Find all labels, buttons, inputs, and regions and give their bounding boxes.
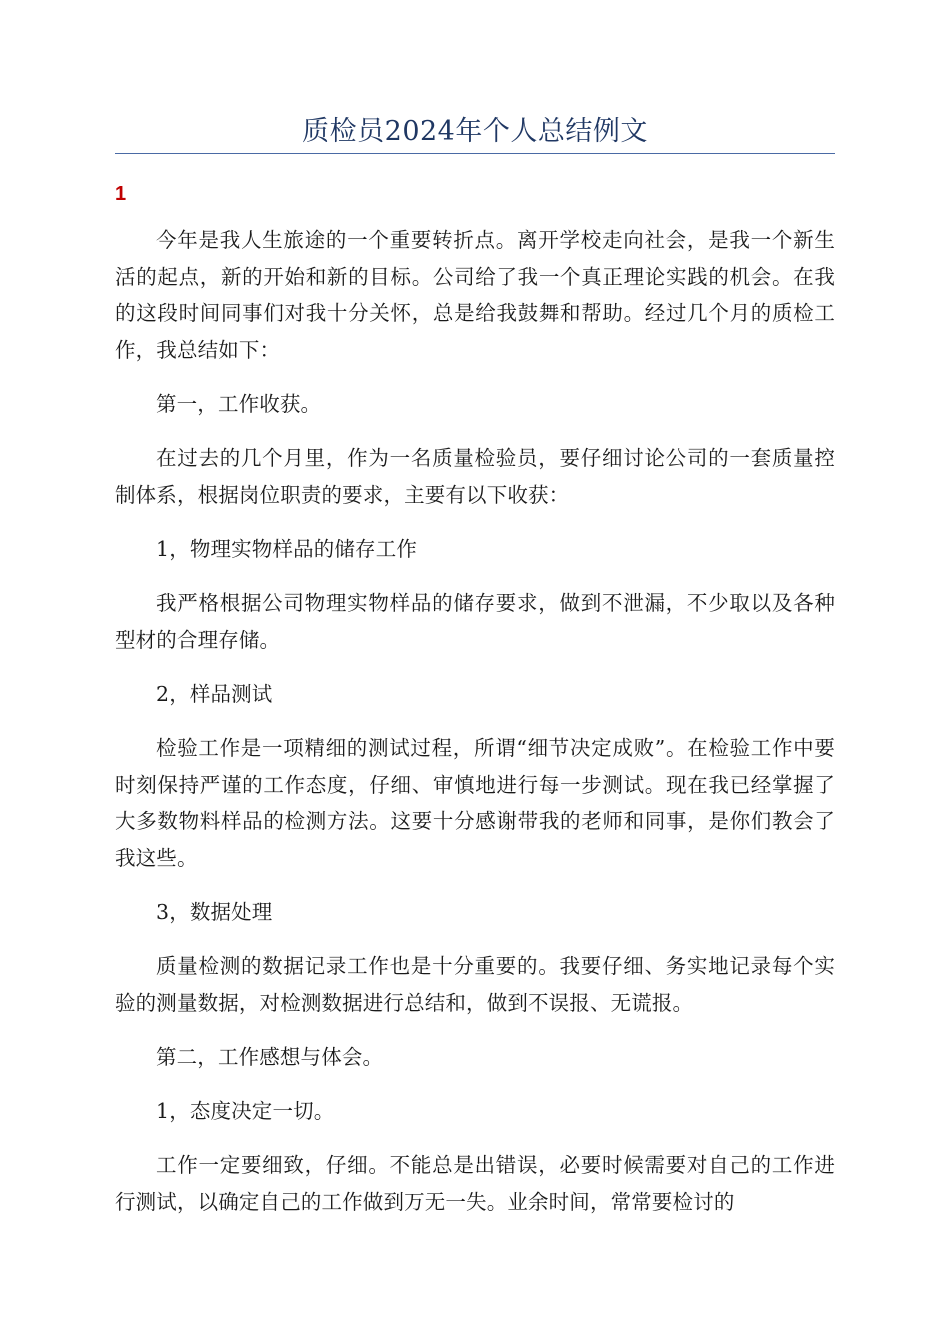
heading-work-reflections: 第二，工作感想与体会。: [156, 1045, 384, 1070]
heading-work-gains: 第一，工作收获。: [156, 391, 322, 416]
section-number: 1: [115, 183, 127, 205]
paragraph-sample-storage: 我严格根据公司物理实物样品的储存要求，做到不泄漏，不少取以及各种型材的合理存储。: [115, 591, 835, 652]
paragraph-sample-testing: 检验工作是一项精细的测试过程，所谓“细节决定成败”。在检验工作中要时刻保持严谨的工作态度，仔细、审慎地进行每一步测试。现在我已经掌握了大多数物料样品的检测方法。这要十分感谢带我的老师和同事，是你们教会了我这些。: [115, 736, 835, 870]
subheading-sample-storage: 1，物理实物样品的储存工作: [156, 536, 417, 561]
subheading-data-processing: 3，数据处理: [156, 900, 273, 925]
paragraph-data-processing: 质量检测的数据记录工作也是十分重要的。我要仔细、务实地记录每个实验的测量数据，对检测数据进行总结和，做到不误报、无谎报。: [115, 954, 835, 1015]
title-divider: [115, 153, 835, 154]
document-title: 质检员2024年个人总结例文: [302, 116, 648, 147]
document-body: [115, 222, 835, 1238]
subheading-attitude: 1，态度决定一切。: [156, 1099, 335, 1124]
paragraph-gains-intro: 在过去的几个月里，作为一名质量检验员，要仔细讨论公司的一套质量控制体系，根据岗位职责的要求，主要有以下收获：: [115, 446, 835, 507]
paragraph-intro: 今年是我人生旅途的一个重要转折点。离开学校走向社会，是我一个新生活的起点，新的开始和新的目标。公司给了我一个真正理论实践的机会。在我的这段时间同事们对我十分关怀，总是给我鼓舞和帮助。经过几个月的质检工作，我总结如下：: [115, 228, 835, 362]
paragraph-attitude: 工作一定要细致，仔细。不能总是出错误，必要时候需要对自己的工作进行测试，以确定自己的工作做到万无一失。业余时间，常常要检讨的: [115, 1153, 835, 1214]
subheading-sample-testing: 2，样品测试: [156, 681, 273, 706]
